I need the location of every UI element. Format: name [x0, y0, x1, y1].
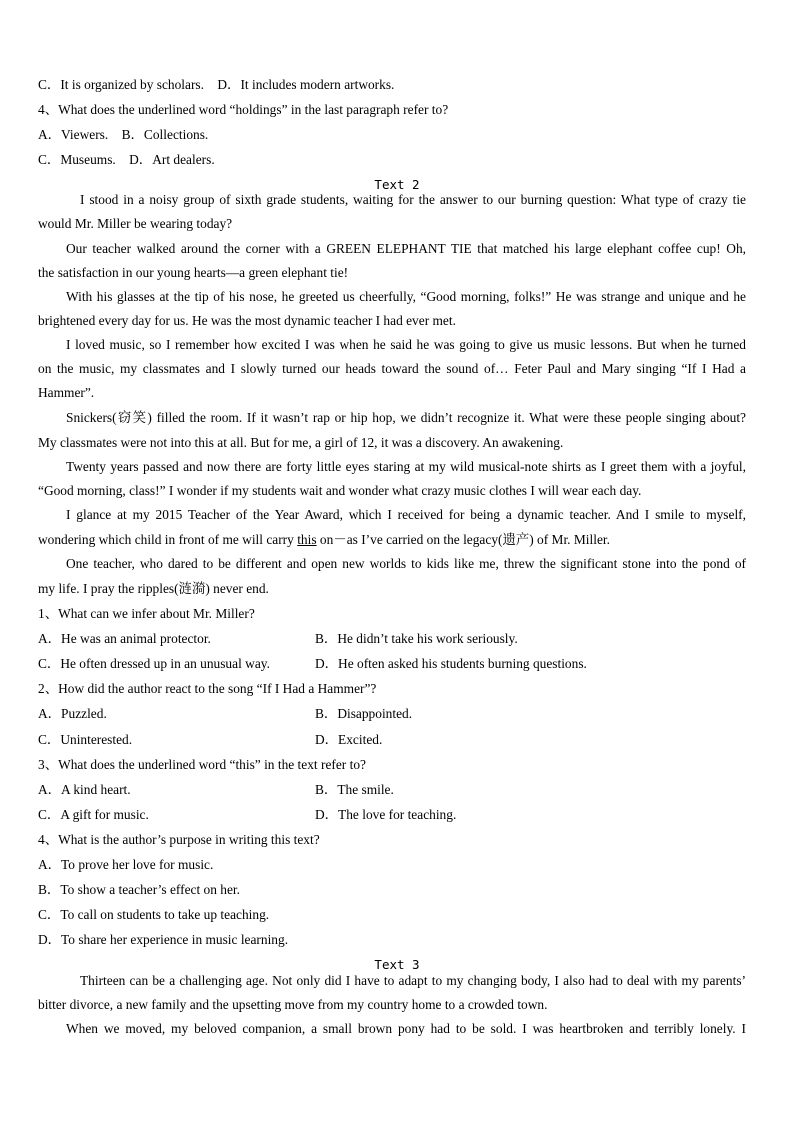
paragraph-line: the satisfaction in our young hearts—a green elephant tie! [38, 265, 349, 280]
option-a: A．He was an animal protector. [38, 631, 211, 646]
paragraph-line [38, 532, 746, 548]
text-span: wondering which child in front of me will carry [38, 532, 294, 547]
option-a: A．To prove her love for music. [38, 857, 214, 872]
section-title: Text 2 [374, 177, 420, 192]
paragraph-line: my life. I pray the ripples(涟漪) never end. [38, 581, 269, 596]
option-a: A．Puzzled. [38, 706, 107, 721]
question-text: 1、What can we infer about Mr. Miller? [38, 606, 255, 621]
paragraph-line: I loved music, so I remember how excited I was when he said he was going to give us music lessons. But when he turned [66, 337, 746, 352]
option-line: C．Museums. D．Art dealers. [38, 152, 215, 167]
option-b: B．Disappointed. [315, 706, 413, 721]
paragraph-line: Twenty years passed and now there are forty little eyes staring at my wild musical-note shirts as I greet them with a joyful, [66, 459, 746, 474]
paragraph-line: One teacher, who dared to be different and open new worlds to kids like me, threw the significant stone into the pond of [66, 556, 746, 571]
option-c: C．A gift for music. [38, 807, 149, 822]
paragraph-line: brightened every day for us. He was the most dynamic teacher I had ever met. [38, 313, 456, 328]
option-a: A．A kind heart. [38, 782, 131, 797]
paragraph-line: bitter divorce, a new family and the upsetting move from my country home to a crowded town. [38, 997, 548, 1012]
section-title: Text 3 [374, 957, 420, 972]
question-text: 4、What does the underlined word “holdings” in the last paragraph refer to? [38, 102, 449, 117]
option-c: C．To call on students to take up teaching. [38, 907, 270, 922]
paragraph-line: I glance at my 2015 Teacher of the Year Award, which I received for being a dynamic teacher. And I smile to myself, [66, 507, 746, 522]
paragraph-line: I stood in a noisy group of sixth grade students, waiting for the answer to our burning question: What type of crazy tie [80, 192, 746, 207]
option-b: B．To show a teacher’s effect on her. [38, 882, 240, 897]
paragraph-line: would Mr. Miller be wearing today? [38, 216, 233, 231]
paragraph-line: My classmates were not into this at all. But for me, a girl of 12, it was a discovery. An awakening. [38, 435, 564, 450]
option-d: D．To share her experience in music learning. [38, 932, 289, 947]
option-b: B．The smile. [315, 782, 394, 797]
paragraph-line: Snickers(窃笑) filled the room. If it wasn’t rap or hip hop, we didn’t recognize it. What were these people singing about? [66, 410, 746, 425]
option-c: C．He often dressed up in an unusual way. [38, 656, 270, 671]
paragraph-line: When we moved, my beloved companion, a small brown pony had to be sold. I was heartbroken and terribly lonely. I [66, 1021, 746, 1036]
paragraph-line: With his glasses at the tip of his nose, he greeted us cheerfully, “Good morning, folks!” He was strange and unique and he [66, 289, 746, 304]
option-b: B．He didn’t take his work seriously. [315, 631, 518, 646]
option-d: D．The love for teaching. [315, 807, 457, 822]
question-text: 2、How did the author react to the song “If I Had a Hammer”? [38, 681, 377, 696]
paragraph-line: on the music, my classmates and I slowly turned our heads toward the sound of… Feter Paul and Mary singing “If I Had a [38, 361, 746, 376]
text-span: on－as I’ve carried on the legacy(遗产) of Mr. Miller. [319, 532, 610, 547]
paragraph-line: Our teacher walked around the corner with a GREEN ELEPHANT TIE that matched his large elephant coffee cup! Oh, [66, 241, 746, 256]
question-text: 3、What does the underlined word “this” in the text refer to? [38, 757, 366, 772]
question-text: 4、What is the author’s purpose in writing this text? [38, 832, 320, 847]
option-line: A．Viewers. B．Collections. [38, 127, 209, 142]
paragraph-line: Hammer”. [38, 385, 95, 400]
option-line: C．It is organized by scholars. D．It includes modern artworks. [38, 77, 395, 92]
option-d: D．Excited. [315, 732, 383, 747]
option-c: C．Uninterested. [38, 732, 133, 747]
underlined-word: this [297, 532, 317, 547]
option-d: D．He often asked his students burning questions. [315, 656, 587, 671]
paragraph-line: Thirteen can be a challenging age. Not only did I have to adapt to my changing body, I also had to deal with my parents’ [80, 973, 746, 988]
paragraph-line: “Good morning, class!” I wonder if my students wait and wonder what crazy music clothes I will wear each day. [38, 483, 642, 498]
